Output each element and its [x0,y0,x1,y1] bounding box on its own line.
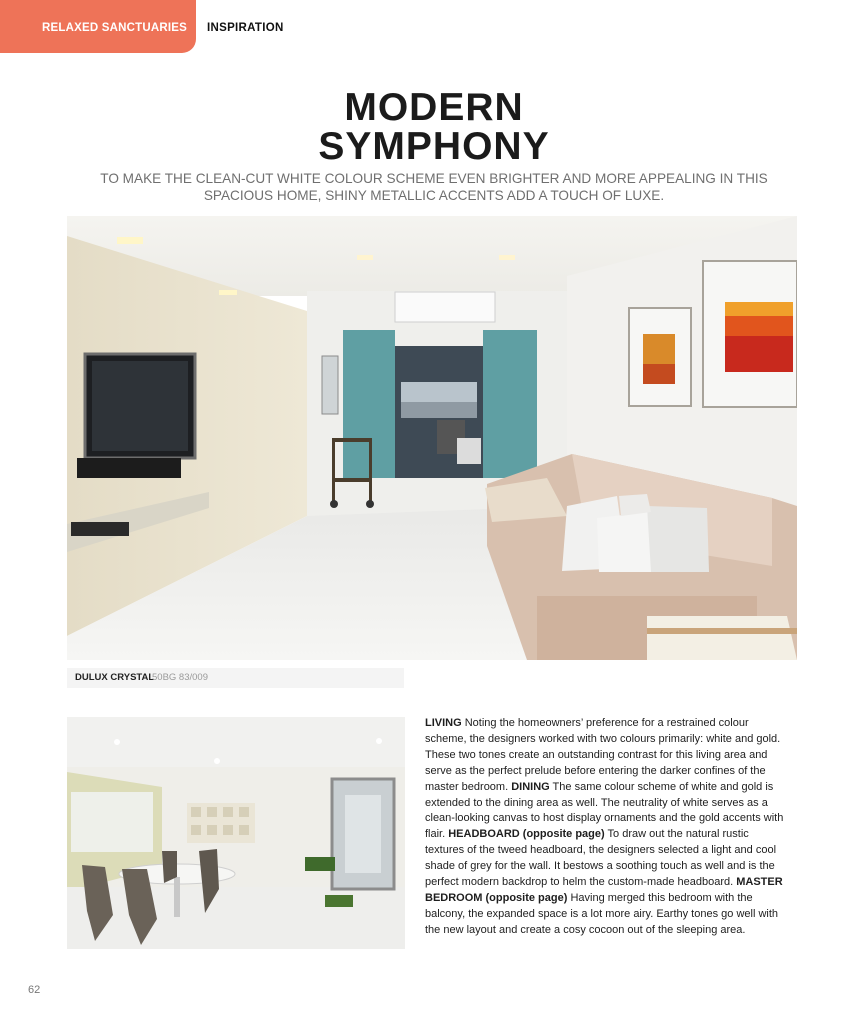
section-tab-label: RELAXED SANCTUARIES [42,22,188,34]
category-label: INSPIRATION [207,22,284,34]
master-bedroom-heading: MASTER BEDROOM (opposite page) [425,876,783,904]
headboard-text: To draw out the natural rustic textures of the tweed headboard, the designers selected a light and cool shade of grey for the wall. It bestows a soothing touch as well and is the perfect modern backdrop to helm the custom-made headboard. [425,828,777,889]
living-room-photo [67,216,797,660]
living-heading: LIVING [425,717,462,729]
paint-colour-caption [67,668,404,688]
living-text: Noting the homeowners’ preference for a restrained colour scheme, the designers worked with two colours primarily: white and gold. These two tones create an outstanding contrast for this living area and serve as the perfect prelude before entering the darker confines of the master bedroom. [425,717,781,793]
dining-text: The same colour scheme of white and gold is extended to the dining area as well. The neutrality of white serves as a clean-looking canvas to host display ornaments and the gold accents with flair. [425,780,784,841]
paint-brand: DULUX CRYSTAL [75,672,155,683]
dining-room-photo [67,717,405,949]
headboard-heading: HEADBOARD (opposite page) [448,828,605,841]
article-title-line-1: MODERN [344,86,524,129]
section-tab [0,0,196,53]
article-title-line-2: SYMPHONY [318,125,550,168]
article-subtitle: TO MAKE THE CLEAN-CUT WHITE COLOUR SCHEME EVEN BRIGHTER AND MORE APPEALING IN THIS SPACIOUS HOME, SHINY METALLIC ACCENTS ADD A TOUCH OF LUXE. [100,171,768,203]
paint-code: 50BG 83/009 [152,672,208,683]
article-body [425,716,785,939]
page-number: 62 [28,984,41,996]
master-bedroom-text: Having merged this bedroom with the balcony, the expanded space is a lot more airy. Earthy tones go well with the new layout and create a cosy cocoon out of the sleeping area. [425,891,779,936]
dining-heading: DINING [511,780,550,793]
